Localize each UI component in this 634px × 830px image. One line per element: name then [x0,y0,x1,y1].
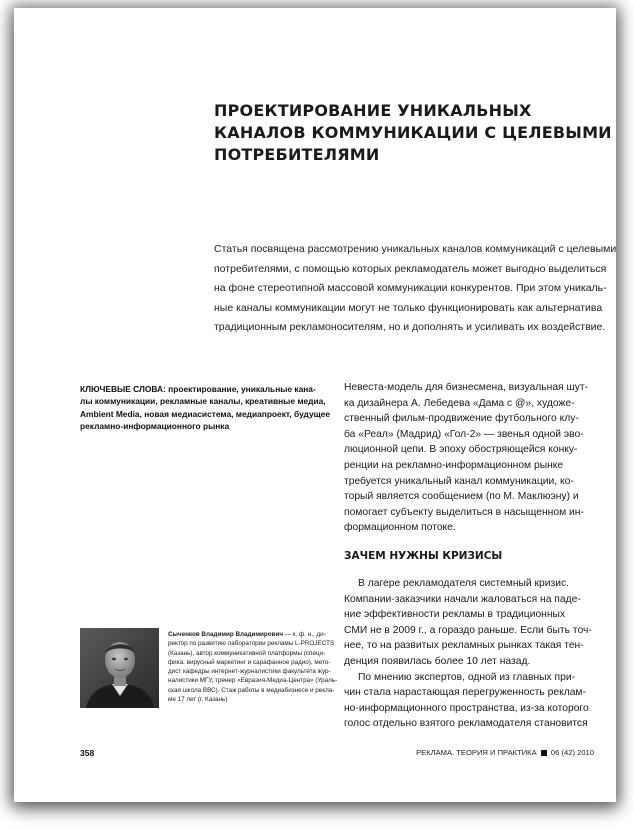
body-line: но-информационного пространства, из-за которого [344,702,589,714]
bio-line: дист кафедры интернет-журналистики факультета жур- [168,668,331,676]
author-photo [80,628,159,708]
body-line: В лагере рекламодателя системный кризис. [358,578,569,589]
article-title [214,100,612,166]
article-abstract [214,240,617,338]
body-line: торый является сообщением (по М. Маклюэну) и [344,491,579,503]
body-line: требуется уникальный канал коммуникации, ко- [344,475,574,487]
page-number: 358 [80,748,95,758]
bio-line: ме 17 лет (г. Казань) [168,696,228,704]
body-line: Компании-заказчики начали жаловаться на паде- [344,593,581,605]
square-bullet-icon [541,750,547,756]
title-line: КАНАЛОВ КОММУНИКАЦИИ С ЦЕЛЕВЫМИ [214,123,612,142]
body-line: денция появилась более 10 лет назад. [344,655,531,667]
abstract-line: Статья посвящена рассмотрению уникальных каналов коммуникаций с целевыми [214,243,617,255]
magazine-page [14,8,616,802]
abstract-line: потребителями, с помощью которых рекламодатель может выгодно выделиться [214,262,607,275]
bio-line: — к. ф. н., ди- [283,631,326,638]
body-line: нее, то на развитых рекламных рынках такая тен- [344,640,584,652]
bio-line: налистики МГУ, тренер «Евразия-Медиа-Центра» (Ураль- [168,677,338,685]
body-line: помогает субъекту выделиться в насыщенном ин- [344,506,584,518]
body-line: голос отдельно взятого рекламодателя становится [344,718,588,730]
body-line: ственный фильм-продвижение футбольного клу- [344,413,579,425]
keywords-line: лы коммуникации, рекламные каналы, креативные медиа, [80,396,326,407]
keywords-label: КЛЮЧЕВЫЕ СЛОВА: [80,384,166,394]
author-name: Сыченков Владимир Владимирович [168,631,284,638]
keywords-line: Ambient Media, новая медиасистема, медиапроект, будущее [80,408,330,419]
body-line: люционной цепи. В эпоху обостряющейся конку- [344,444,578,456]
body-line: ренции на рекламно-информационном рынке [344,459,564,471]
keywords-line: рекламно-информационного рынка [80,420,230,431]
title-line: ПОТРЕБИТЕЛЯМИ [214,145,380,164]
author-portrait-image [80,628,159,708]
bio-line: (Казань), автор коммуникативной платформы (специ- [168,649,326,657]
abstract-line: традиционным рекламоносителям, но и дополнять и усиливать их воздействие. [214,321,606,333]
body-line: По мнению экспертов, одной из главных при- [358,671,576,683]
body-line: Невеста-модель для бизнесмена, визуальная шут- [344,382,589,393]
bio-line: ректор по развитию лаборатории рекламы L-PROJECTS [168,640,335,648]
body-line: ба «Реал» (Мадрид) «Гол-2» — звенья одной эво- [344,428,584,440]
bio-line: фика: вирусный маркетинг и сарафанное радио), мето- [168,658,331,666]
abstract-line: на фоне стереотипной массовой коммуникации конкурентов. При этом уникаль- [214,282,607,294]
issue-number: 06 (42) 2010 [550,748,594,757]
body-line: ка дизайнера А. Лебедева «Дама с @», художе- [344,397,575,409]
body-line: СМИ не в 2009 г., а гораздо раньше. Если быть точ- [344,624,592,636]
journal-name: РЕКЛАМА. ТЕОРИЯ И ПРАКТИКА [416,748,537,757]
section-body [344,576,594,732]
section-heading: ЗАЧЕМ НУЖНЫ КРИЗИСЫ [344,550,503,562]
title-line: ПРОЕКТИРОВАНИЕ УНИКАЛЬНЫХ [214,101,532,120]
body-line: формационном потоке. [344,522,456,534]
bio-line: ская школа ВВС). Стаж работы в медиабизнесе и рекла- [168,686,335,694]
keywords-line: проектирование, уникальные кана- [165,384,316,394]
intro-paragraph [344,380,594,536]
author-bio [168,630,338,704]
body-line: ние эффективности рекламы в традиционных [344,609,566,621]
abstract-line: ные каналы коммуникации могут не только функционировать как альтернатива [214,301,603,314]
running-footer [416,748,594,757]
body-line: чин стала нарастающая перегруженность реклам- [344,687,586,699]
keywords-block [80,383,330,432]
